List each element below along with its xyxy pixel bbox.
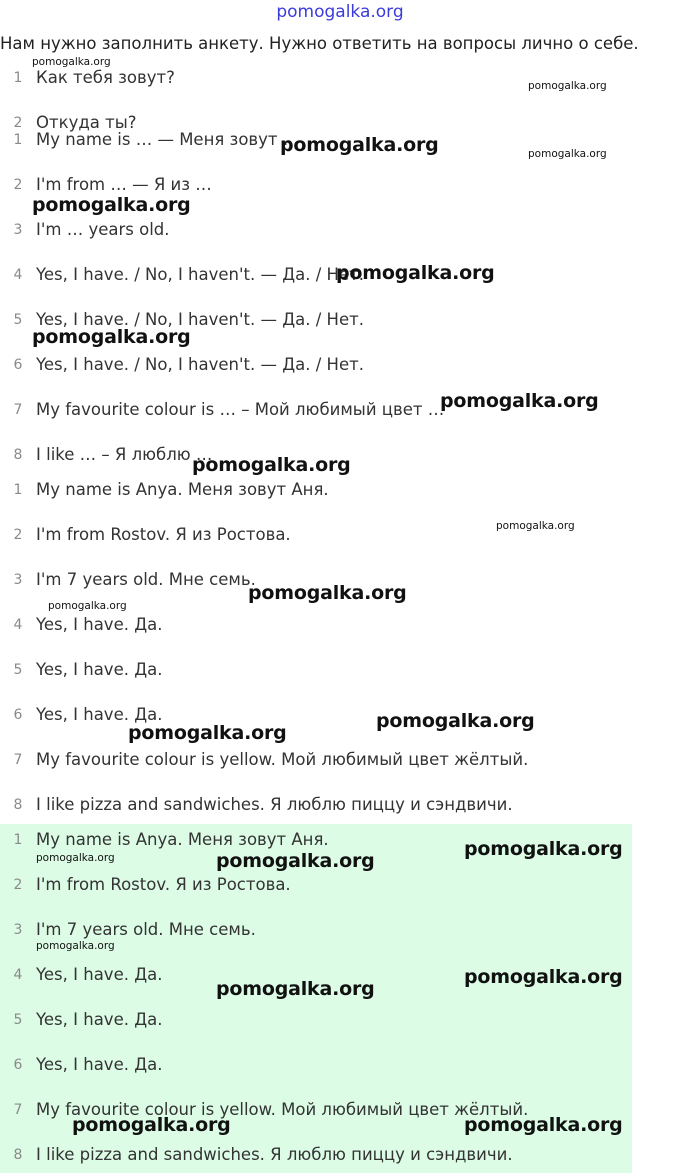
item-text: My favourite colour is … – Мой любимый цвет … [36, 400, 445, 419]
watermark: pomogalka.org [72, 1114, 231, 1136]
list-item [0, 873, 680, 918]
item-number: 4 [13, 617, 23, 633]
item-text: Yes, I have. Да. [36, 1010, 163, 1029]
list-item [0, 478, 680, 523]
item-number: 7 [13, 752, 23, 768]
item-text: I'm … years old. [36, 220, 170, 239]
list-item [0, 1008, 680, 1053]
item-number: 8 [13, 797, 23, 813]
item-text: I'm from Rostov. Я из Ростова. [36, 525, 291, 544]
watermark: pomogalka.org [336, 262, 495, 284]
list-item [0, 748, 680, 793]
watermark: pomogalka.org [376, 710, 535, 732]
watermark: pomogalka.org [464, 838, 623, 860]
item-text: I like pizza and sandwiches. Я люблю пиццу и сэндвичи. [36, 795, 513, 814]
item-text: Yes, I have. / No, I haven't. — Да. / Нет. [36, 355, 364, 374]
item-number: 3 [13, 222, 23, 238]
item-number: 6 [13, 707, 23, 723]
watermark: pomogalka.org [128, 722, 287, 744]
item-number: 3 [13, 572, 23, 588]
item-text: I'm 7 years old. Мне семь. [36, 920, 256, 939]
list-item [0, 1143, 680, 1173]
item-text: My name is Anya. Меня зовут Аня. [36, 830, 329, 849]
item-number: 5 [13, 312, 23, 328]
item-number: 4 [13, 267, 23, 283]
list-item [0, 1053, 680, 1098]
watermark: pomogalka.org [48, 600, 127, 612]
item-text: I like … – Я люблю … [36, 445, 213, 464]
list-item [0, 218, 680, 263]
watermark: pomogalka.org [32, 194, 191, 216]
item-text: Как тебя зовут? [36, 68, 175, 87]
item-text: My name is Anya. Меня зовут Аня. [36, 480, 329, 499]
watermark: pomogalka.org [216, 850, 375, 872]
watermark: pomogalka.org [528, 80, 607, 92]
list-item [0, 523, 680, 568]
item-number: 2 [13, 115, 23, 131]
item-number: 1 [13, 70, 23, 86]
watermark: pomogalka.org [464, 966, 623, 988]
questions-list [0, 66, 680, 132]
item-number: 1 [13, 832, 23, 848]
watermark: pomogalka.org [36, 940, 115, 952]
item-number: 6 [13, 1057, 23, 1073]
site-header-link[interactable]: pomogalka.org [276, 2, 404, 22]
item-text: Откуда ты? [36, 113, 137, 132]
watermark: pomogalka.org [248, 582, 407, 604]
item-number: 4 [13, 967, 23, 983]
item-text: I'm 7 years old. Мне семь. [36, 570, 256, 589]
item-text: I like pizza and sandwiches. Я люблю пиццу и сэндвичи. [36, 1145, 513, 1164]
item-number: 7 [13, 402, 23, 418]
intro-text: Нам нужно заполнить анкету. Нужно ответить на вопросы лично о себе. [0, 34, 639, 53]
watermark: pomogalka.org [192, 454, 351, 476]
item-text: Yes, I have. Да. [36, 705, 163, 724]
item-number: 1 [13, 132, 23, 148]
item-text: Yes, I have. / No, I haven't. — Да. / Нет. [36, 310, 364, 329]
watermark: pomogalka.org [36, 852, 115, 864]
watermark: pomogalka.org [32, 56, 111, 68]
watermark: pomogalka.org [280, 134, 439, 156]
watermark: pomogalka.org [496, 520, 575, 532]
watermark: pomogalka.org [32, 326, 191, 348]
item-text: Yes, I have. Да. [36, 660, 163, 679]
item-number: 3 [13, 922, 23, 938]
item-text: Yes, I have. Да. [36, 1055, 163, 1074]
item-number: 2 [13, 527, 23, 543]
item-number: 8 [13, 447, 23, 463]
item-text: My favourite colour is yellow. Мой любимый цвет жёлтый. [36, 750, 529, 769]
watermark: pomogalka.org [464, 1114, 623, 1136]
list-item [0, 703, 680, 748]
item-text: Yes, I have. Да. [36, 615, 163, 634]
item-text: My favourite colour is yellow. Мой любимый цвет жёлтый. [36, 1100, 529, 1119]
item-number: 1 [13, 482, 23, 498]
item-number: 7 [13, 1102, 23, 1118]
item-number: 2 [13, 877, 23, 893]
list-item [0, 613, 680, 658]
watermark: pomogalka.org [216, 978, 375, 1000]
item-number: 2 [13, 177, 23, 193]
item-text: My name is … — Меня зовут … [36, 130, 300, 149]
item-text: I'm from … — Я из … [36, 175, 212, 194]
watermark: pomogalka.org [440, 390, 599, 412]
item-text: Yes, I have. / No, I haven't. — Да. / Нет. [36, 265, 364, 284]
item-number: 5 [13, 662, 23, 678]
item-number: 6 [13, 357, 23, 373]
item-number: 5 [13, 1012, 23, 1028]
item-text: Yes, I have. Да. [36, 965, 163, 984]
watermark: pomogalka.org [528, 148, 607, 160]
item-number: 8 [13, 1147, 23, 1163]
item-text: I'm from Rostov. Я из Ростова. [36, 875, 291, 894]
list-item [0, 658, 680, 703]
